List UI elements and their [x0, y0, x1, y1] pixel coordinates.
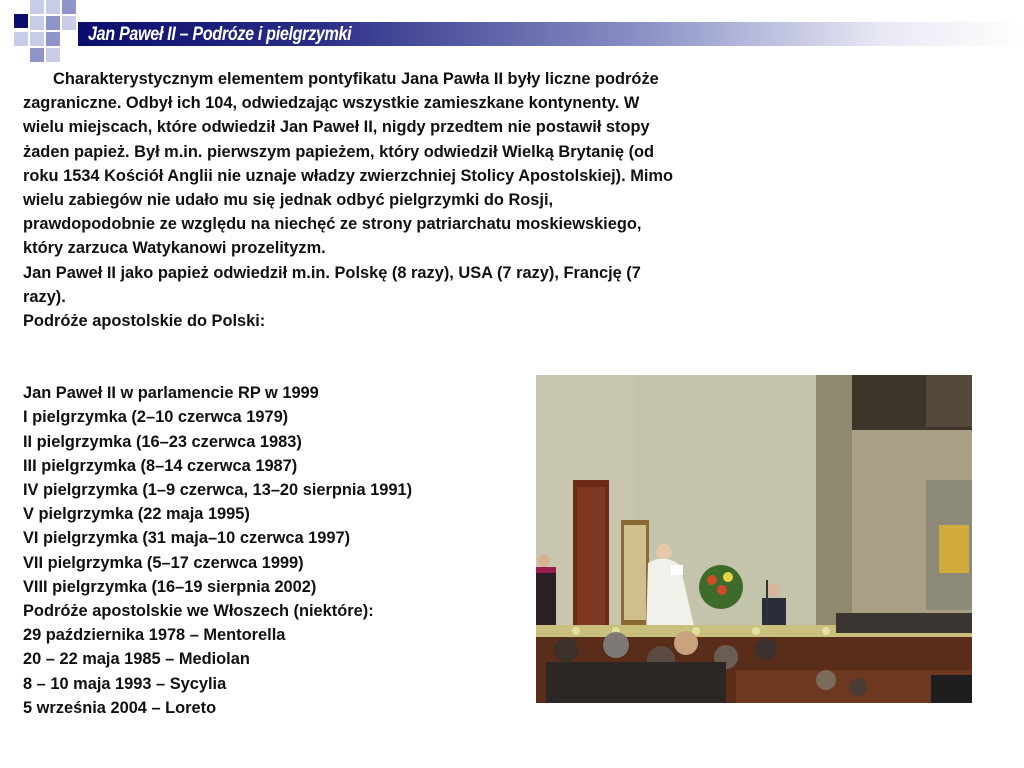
list-item: 29 października 1978 – Mentorella [23, 626, 286, 645]
list-item: VII pielgrzymka (5–17 czerwca 1999) [23, 553, 304, 572]
decor-square [14, 32, 28, 46]
list-item: VI pielgrzymka (31 maja–10 czerwca 1997) [23, 529, 351, 548]
decor-square [30, 32, 44, 46]
visits-paragraph: Jan Paweł II jako papież odwiedził m.in. Polskę (8 razy), USA (7 razy), Francję (7 razy). [23, 263, 641, 306]
decor-square [46, 48, 60, 62]
list-item: 8 – 10 maja 1993 – Sycylia [23, 674, 227, 693]
list-item: 20 – 22 maja 1985 – Mediolan [23, 650, 250, 669]
decor-square [30, 16, 44, 30]
page-title: Jan Paweł II – Podróze i pielgrzymki [88, 24, 352, 45]
decor-square [30, 48, 44, 62]
decor-square [46, 0, 60, 14]
list-item: 5 września 2004 – Loreto [23, 698, 217, 717]
italy-heading: Podróże apostolskie we Włoszech (niektóre): [23, 602, 374, 621]
parliament-photo [536, 375, 972, 703]
decor-square [14, 14, 28, 28]
photo-caption: Jan Paweł II w parlamencie RP w 1999 [23, 384, 319, 403]
intro-paragraph: Charakterystycznym elementem pontyfikatu Jana Pawła II były liczne podróże zagraniczne. Odbył ich 104, odwiedzając wszystkie zamieszkane kontynenty. W wielu miejscach, które odwiedził Jan Paweł II, nigdy przedtem nie postawił stopy żaden papież. Był m.in. pierwszym papieżem, który odwiedził Wielką Brytanię (od roku 1534 Kościół Anglii nie uznaje władzy zwierzchniej Stolicy Apostolskiej). Mimo wielu zabiegów nie udało mu się jednak odbyć pielgrzymki do Rosji, prawdopodobnie ze względu na niechęć ze strony patriarchatu moskiewskiego, który zarzuca Watykanowi prozelityzm. [23, 70, 674, 258]
list-item: VIII pielgrzymka (16–19 sierpnia 2002) [23, 577, 317, 596]
list-item: I pielgrzymka (2–10 czerwca 1979) [23, 408, 289, 427]
list-item: II pielgrzymka (16–23 czerwca 1983) [23, 432, 302, 451]
list-item: IV pielgrzymka (1–9 czerwca, 13–20 sierpnia 1991) [23, 481, 413, 500]
list-item: III pielgrzymka (8–14 czerwca 1987) [23, 456, 298, 475]
poland-heading: Podróże apostolskie do Polski: [23, 312, 266, 331]
decor-square [46, 32, 60, 46]
decor-square [62, 0, 76, 14]
list-item: V pielgrzymka (22 maja 1995) [23, 505, 250, 524]
decor-square [30, 0, 44, 14]
decor-square [62, 16, 76, 30]
decor-square [46, 16, 60, 30]
